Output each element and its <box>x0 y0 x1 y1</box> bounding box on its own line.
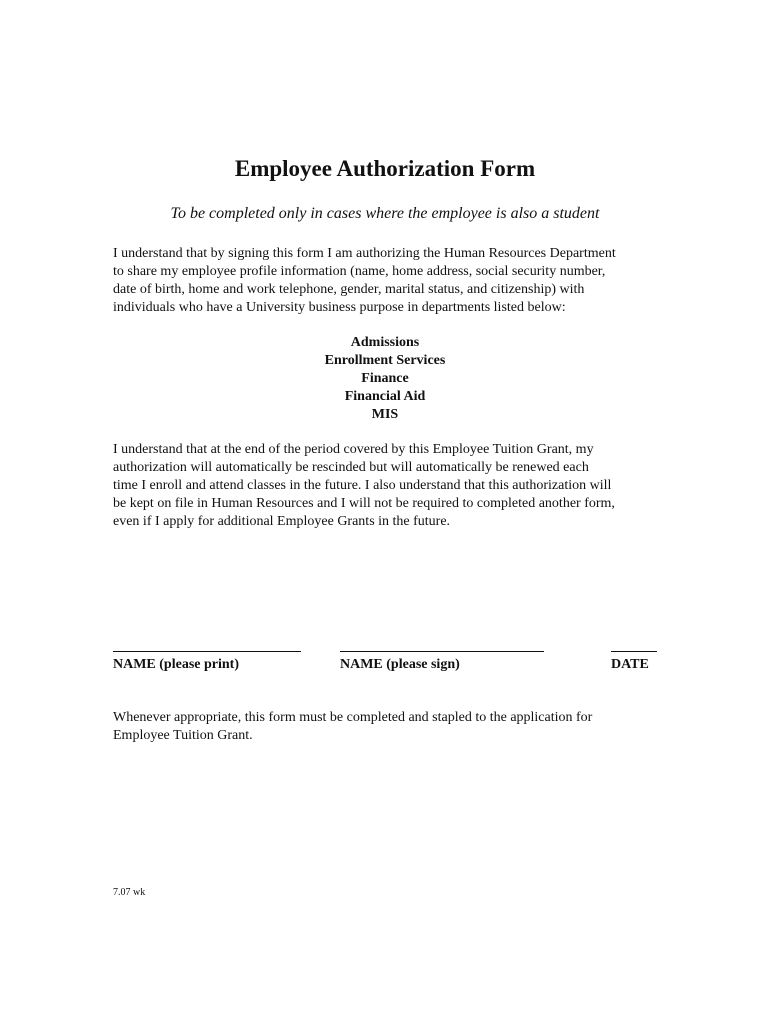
renewal-paragraph <box>113 441 663 531</box>
name-print-label: NAME (please print) <box>113 657 239 672</box>
page-title: Employee Authorization Form <box>234 156 536 181</box>
name-sign-signature-line[interactable] <box>340 651 544 652</box>
paragraph-line: time I enroll and attend classes in the future. I also understand that this authorization will <box>113 478 612 493</box>
name-sign-label: NAME (please sign) <box>340 657 460 672</box>
paragraph-line: Whenever appropriate, this form must be completed and stapled to the application for <box>113 710 593 725</box>
paragraph-line: individuals who have a University business purpose in departments listed below: <box>113 300 566 315</box>
date-signature-line[interactable] <box>611 651 657 652</box>
department-finance: Finance <box>361 371 409 386</box>
department-list <box>0 334 770 424</box>
paragraph-line: to share my employee profile information (name, home address, social security number, <box>113 264 606 279</box>
page-subtitle: To be completed only in cases where the employee is also a student <box>170 205 600 222</box>
department-mis: MIS <box>371 407 399 422</box>
name-print-signature-line[interactable] <box>113 651 301 652</box>
authorization-paragraph <box>113 245 663 317</box>
date-label: DATE <box>611 657 649 672</box>
instructions-paragraph <box>113 709 663 745</box>
paragraph-line: date of birth, home and work telephone, gender, marital status, and citizenship) with <box>113 282 585 297</box>
paragraph-line: authorization will automatically be rescinded but will automatically be renewed each <box>113 460 589 475</box>
department-admissions: Admissions <box>350 335 420 350</box>
paragraph-line: I understand that by signing this form I am authorizing the Human Resources Department <box>113 246 616 261</box>
paragraph-line: even if I apply for additional Employee Grants in the future. <box>113 514 451 529</box>
paragraph-line: be kept on file in Human Resources and I will not be required to completed another form, <box>113 496 615 511</box>
department-enrollment-services: Enrollment Services <box>324 353 446 368</box>
paragraph-line: I understand that at the end of the period covered by this Employee Tuition Grant, my <box>113 442 594 457</box>
revision-footer: 7.07 wk <box>113 887 146 898</box>
paragraph-line: Employee Tuition Grant. <box>113 728 253 743</box>
department-financial-aid: Financial Aid <box>344 389 426 404</box>
